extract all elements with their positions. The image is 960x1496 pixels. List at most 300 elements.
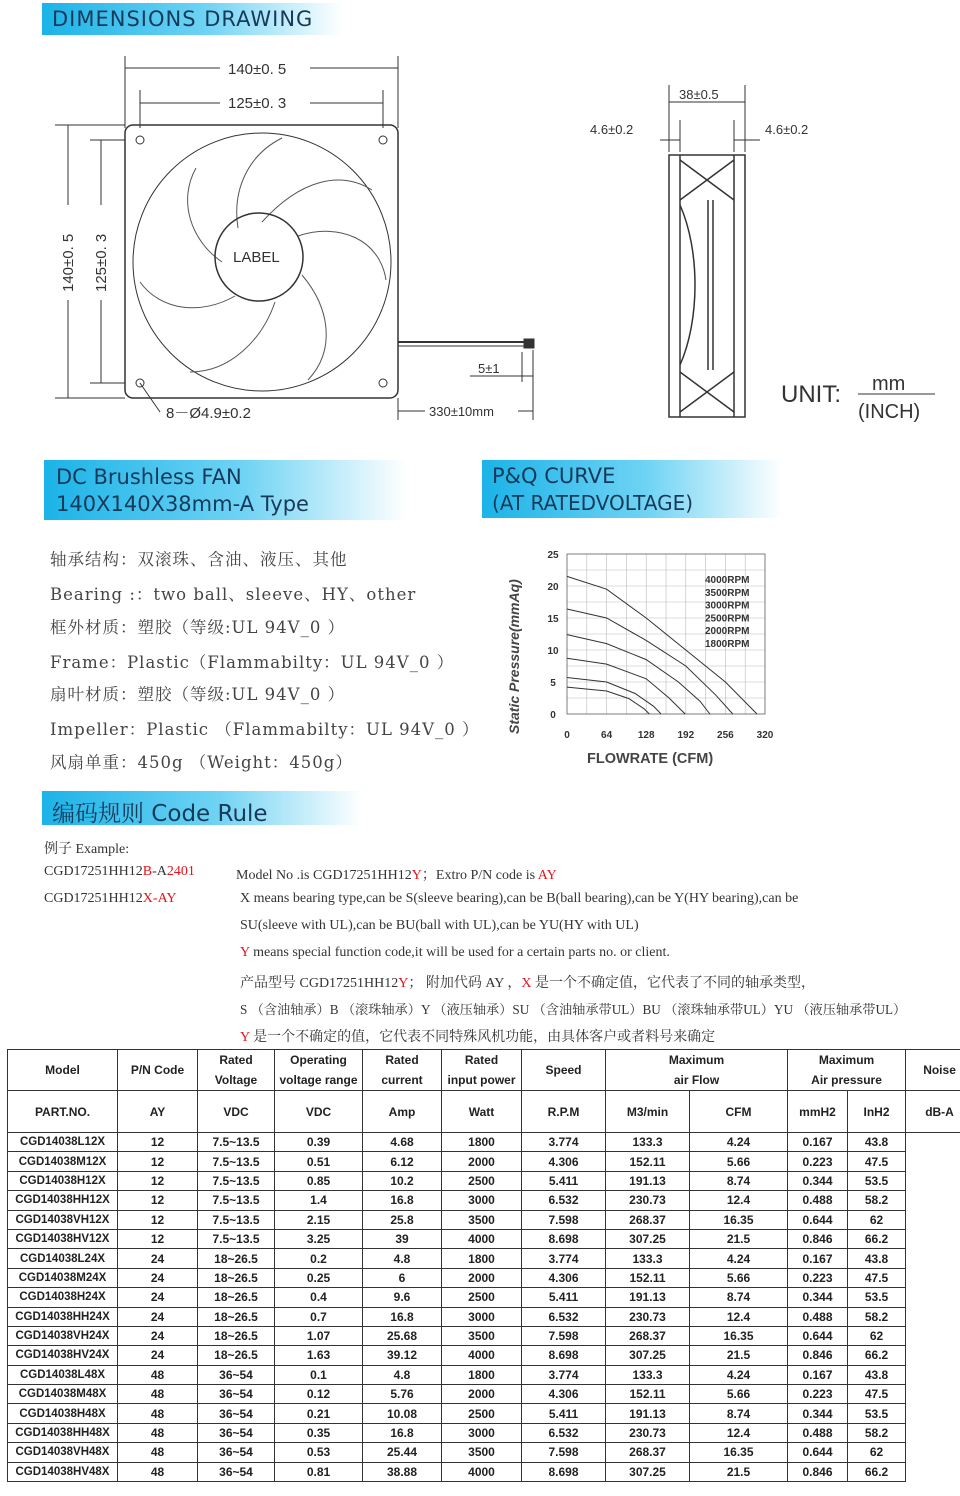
- table-row: [8, 1307, 960, 1326]
- table-row: [8, 1423, 960, 1442]
- x-tick-label: 320: [756, 730, 774, 741]
- table-cell: 4000: [442, 1462, 522, 1481]
- x-ticks: [564, 730, 774, 741]
- table-cell: 0.35: [275, 1423, 363, 1442]
- part-number-cell: CGD14038VH24X: [8, 1326, 118, 1345]
- table-cell: 62: [848, 1443, 906, 1462]
- table-header-row: [8, 1050, 960, 1091]
- table-cell: 8.698: [522, 1346, 606, 1365]
- table-cell: 7.5~13.5: [198, 1191, 275, 1210]
- table-cell: 8.698: [522, 1462, 606, 1481]
- table-cell: 133.3: [606, 1133, 690, 1152]
- table-cell: 0.846: [788, 1229, 848, 1248]
- table-cell: 16.35: [690, 1210, 788, 1229]
- table-cell: 0.488: [788, 1307, 848, 1326]
- example-1: CGD17251HH12B-A2401: [44, 864, 195, 879]
- table-cell: 0.53: [275, 1443, 363, 1462]
- table-cell: 62: [848, 1326, 906, 1345]
- code-rule-title: 编码规则 Code Rule: [52, 801, 268, 827]
- legend-entry: 4000RPM: [705, 575, 750, 586]
- table-cell: 4000: [442, 1229, 522, 1248]
- table-cell: 48: [118, 1385, 198, 1404]
- table-cell: 36~54: [198, 1423, 275, 1442]
- table-cell: 5.66: [690, 1385, 788, 1404]
- y-tick-label: 15: [547, 614, 559, 625]
- table-cell: 4.8: [363, 1365, 442, 1384]
- y-tick-label: 5: [550, 678, 556, 689]
- lead-length-dim: 330±10mm: [429, 404, 494, 419]
- depth-dim: 38±0.5: [679, 87, 719, 102]
- x-tick-label: 256: [717, 730, 734, 741]
- table-cell: 18~26.5: [198, 1268, 275, 1287]
- legend-entry: 3000RPM: [705, 600, 750, 612]
- table-cell: 0.223: [788, 1152, 848, 1171]
- table-cell: 48: [118, 1365, 198, 1384]
- table-cell: 0.644: [788, 1326, 848, 1345]
- table-cell: 268.37: [606, 1443, 690, 1462]
- table-cell: 9.6: [363, 1288, 442, 1307]
- table-cell: 48: [118, 1443, 198, 1462]
- header-rated-voltage: Rated Voltage: [198, 1050, 275, 1091]
- table-cell: 24: [118, 1307, 198, 1326]
- table-cell: 0.344: [788, 1171, 848, 1190]
- example-2: CGD17251HH12X-AY: [44, 891, 177, 906]
- table-cell: 3.774: [522, 1365, 606, 1384]
- table-cell: 0.12: [275, 1385, 363, 1404]
- table-cell: 4.306: [522, 1268, 606, 1287]
- spec-frame-en: Frame：Plastic（Flammabilty：UL 94V_0 ）: [50, 653, 455, 672]
- table-cell: 6.532: [522, 1191, 606, 1210]
- table-cell: 10.2: [363, 1171, 442, 1190]
- table-cell: 39: [363, 1229, 442, 1248]
- unit-label: UNIT:: [781, 381, 841, 408]
- table-cell: 4.24: [690, 1133, 788, 1152]
- table-cell: 230.73: [606, 1423, 690, 1442]
- table-cell: 18~26.5: [198, 1288, 275, 1307]
- spec-impeller-cn: 扇叶材质：塑胶（等级:UL 94V_0 ）: [50, 685, 346, 704]
- table-cell: 8.74: [690, 1288, 788, 1307]
- y-tick-label: 25: [547, 550, 559, 561]
- table-cell: 7.5~13.5: [198, 1152, 275, 1171]
- table-cell: 21.5: [690, 1346, 788, 1365]
- table-cell: 152.11: [606, 1268, 690, 1287]
- table-cell: 47.5: [848, 1268, 906, 1287]
- height-outer-dim: 140±0. 5: [60, 233, 77, 292]
- flange-left-dim: 4.6±0.2: [590, 122, 634, 137]
- table-cell: 0.344: [788, 1404, 848, 1423]
- fan-title-line1: DC Brushless FAN: [56, 465, 242, 489]
- lead-stub-dim: 5±1: [478, 361, 500, 376]
- table-row: [8, 1365, 960, 1384]
- table-cell: 0.846: [788, 1346, 848, 1365]
- table-cell: 66.2: [848, 1462, 906, 1481]
- table-cell: 7.5~13.5: [198, 1171, 275, 1190]
- table-cell: 3000: [442, 1191, 522, 1210]
- model-no-line: Model No .is CGD17251HH12Y；Extro P/N code is AY: [236, 868, 557, 883]
- table-cell: 21.5: [690, 1229, 788, 1248]
- mount-hole: [379, 136, 387, 144]
- table-cell: 24: [118, 1249, 198, 1268]
- table-cell: 4.8: [363, 1249, 442, 1268]
- table-cell: 0.51: [275, 1152, 363, 1171]
- table-cell: 53.5: [848, 1404, 906, 1423]
- table-cell: 6.532: [522, 1423, 606, 1442]
- table-cell: 24: [118, 1268, 198, 1287]
- table-cell: 5.411: [522, 1404, 606, 1423]
- unit-m3min: M3/min: [606, 1091, 690, 1133]
- table-row: [8, 1210, 960, 1229]
- x-tick-label: 0: [564, 730, 570, 741]
- table-cell: 133.3: [606, 1365, 690, 1384]
- height-inner-dim: 125±0. 3: [93, 233, 110, 292]
- table-cell: 12: [118, 1191, 198, 1210]
- table-cell: 18~26.5: [198, 1249, 275, 1268]
- table-cell: 47.5: [848, 1152, 906, 1171]
- y-tick-label: 0: [550, 710, 556, 721]
- table-cell: 307.25: [606, 1229, 690, 1248]
- x-means-line1: X means bearing type,can be S(sleeve bearing),can be B(ball bearing),can be Y(HY bearing),can be: [240, 891, 799, 906]
- pq-curve-banner: [482, 460, 782, 518]
- table-cell: 8.698: [522, 1229, 606, 1248]
- table-cell: 53.5: [848, 1171, 906, 1190]
- table-row: [8, 1404, 960, 1423]
- cn-line-2: S （含油轴承）B （滚珠轴承）Y （液压轴承）SU （含油轴承带UL）BU （滚珠轴承带UL）YU （液压轴承带UL）: [240, 1002, 907, 1017]
- table-cell: 6: [363, 1268, 442, 1287]
- table-cell: 0.167: [788, 1365, 848, 1384]
- table-cell: 2500: [442, 1171, 522, 1190]
- table-cell: 0.223: [788, 1385, 848, 1404]
- table-row: [8, 1249, 960, 1268]
- part-number-cell: CGD14038HV48X: [8, 1462, 118, 1481]
- fan-title-banner: [44, 460, 406, 520]
- table-cell: 2000: [442, 1152, 522, 1171]
- code-rule-banner: [42, 791, 362, 825]
- table-cell: 58.2: [848, 1191, 906, 1210]
- table-cell: 191.13: [606, 1404, 690, 1423]
- spec-weight: 风扇单重：450g （Weight：450g）: [50, 753, 353, 772]
- part-number-cell: CGD14038H24X: [8, 1288, 118, 1307]
- table-cell: 7.5~13.5: [198, 1210, 275, 1229]
- table-cell: 43.8: [848, 1249, 906, 1268]
- unit-vdc-range: VDC: [275, 1091, 363, 1133]
- table-cell: 18~26.5: [198, 1326, 275, 1345]
- fan-side-view: [669, 155, 745, 417]
- table-cell: 53.5: [848, 1288, 906, 1307]
- pq-title-line1: P&Q CURVE: [492, 464, 616, 488]
- table-cell: 43.8: [848, 1365, 906, 1384]
- table-cell: 307.25: [606, 1462, 690, 1481]
- table-cell: 16.35: [690, 1443, 788, 1462]
- table-cell: 66.2: [848, 1346, 906, 1365]
- table-cell: 191.13: [606, 1171, 690, 1190]
- mount-hole: [136, 136, 144, 144]
- table-cell: 0.85: [275, 1171, 363, 1190]
- table-cell: 24: [118, 1346, 198, 1365]
- width-inner-dim: 125±0. 3: [228, 95, 287, 112]
- part-number-cell: CGD14038L48X: [8, 1365, 118, 1384]
- table-cell: 0.644: [788, 1443, 848, 1462]
- width-outer-dim: 140±0. 5: [228, 61, 287, 78]
- table-cell: 7.598: [522, 1443, 606, 1462]
- table-cell: 3000: [442, 1307, 522, 1326]
- table-cell: 4.24: [690, 1249, 788, 1268]
- table-cell: 8.74: [690, 1171, 788, 1190]
- header-voltage-range: Operating voltage range: [275, 1050, 363, 1091]
- spec-bearing-cn: 轴承结构：双滚珠、含油、液压、其他: [50, 550, 348, 569]
- part-number-cell: CGD14038M48X: [8, 1385, 118, 1404]
- series-line: [567, 635, 710, 714]
- header-max-airflow: Maximum air Flow: [606, 1050, 788, 1091]
- label-hub-text: LABEL: [233, 249, 280, 266]
- unit-bottom: (INCH): [858, 401, 921, 423]
- table-cell: 7.5~13.5: [198, 1229, 275, 1248]
- table-cell: 36~54: [198, 1365, 275, 1384]
- table-cell: 0.39: [275, 1133, 363, 1152]
- table-cell: 36~54: [198, 1404, 275, 1423]
- x-tick-label: 192: [677, 730, 695, 741]
- series-line: [567, 678, 661, 715]
- series-line: [567, 658, 685, 714]
- table-cell: 2.15: [275, 1210, 363, 1229]
- cn-line-3: Y 是一个不确定的值，它代表不同特殊风机功能，由具体客户或者料号来确定: [240, 1030, 716, 1045]
- table-units-row: [8, 1091, 960, 1133]
- table-cell: 268.37: [606, 1326, 690, 1345]
- table-cell: 0.846: [788, 1462, 848, 1481]
- header-rated-current: Rated current: [363, 1050, 442, 1091]
- table-cell: 16.8: [363, 1423, 442, 1442]
- table-cell: 36~54: [198, 1462, 275, 1481]
- table-cell: 4.68: [363, 1133, 442, 1152]
- pq-title-line2: (AT RATEDVOLTAGE): [492, 491, 694, 515]
- table-cell: 152.11: [606, 1385, 690, 1404]
- dimensions-title: DIMENSIONS DRAWING: [52, 7, 314, 31]
- table-row: [8, 1346, 960, 1365]
- y-tick-label: 10: [547, 646, 559, 657]
- table-cell: 0.81: [275, 1462, 363, 1481]
- unit-vdc: VDC: [198, 1091, 275, 1133]
- legend-entry: 2000RPM: [705, 626, 750, 638]
- unit-cfm: CFM: [690, 1091, 788, 1133]
- table-cell: 4.24: [690, 1365, 788, 1384]
- legend-entry: 3500RPM: [705, 587, 750, 599]
- table-cell: 7.5~13.5: [198, 1133, 275, 1152]
- part-number-cell: CGD14038L12X: [8, 1133, 118, 1152]
- table-cell: 48: [118, 1423, 198, 1442]
- table-row: [8, 1443, 960, 1462]
- x-tick-label: 128: [637, 730, 655, 741]
- unit-watt: Watt: [442, 1091, 522, 1133]
- table-cell: 47.5: [848, 1385, 906, 1404]
- table-cell: 0.488: [788, 1423, 848, 1442]
- x-axis-label: FLOWRATE (CFM): [587, 751, 714, 767]
- table-cell: 4000: [442, 1346, 522, 1365]
- table-cell: 1800: [442, 1365, 522, 1384]
- table-cell: 38.88: [363, 1462, 442, 1481]
- table-cell: 48: [118, 1462, 198, 1481]
- table-cell: 0.223: [788, 1268, 848, 1287]
- part-number-cell: CGD14038VH12X: [8, 1210, 118, 1229]
- table-cell: 2000: [442, 1268, 522, 1287]
- flange-right-dim: 4.6±0.2: [765, 122, 809, 137]
- table-cell: 18~26.5: [198, 1346, 275, 1365]
- table-cell: 4.306: [522, 1385, 606, 1404]
- table-cell: 3500: [442, 1443, 522, 1462]
- table-cell: 133.3: [606, 1249, 690, 1268]
- y-ticks: [547, 550, 559, 721]
- table-cell: 36~54: [198, 1385, 275, 1404]
- table-cell: 25.44: [363, 1443, 442, 1462]
- table-cell: 6.532: [522, 1307, 606, 1326]
- hole-spec: 8－Ø4.9±0.2: [166, 405, 251, 422]
- part-number-cell: CGD14038M24X: [8, 1268, 118, 1287]
- table-cell: 16.8: [363, 1307, 442, 1326]
- table-row: [8, 1152, 960, 1171]
- table-cell: 25.68: [363, 1326, 442, 1345]
- table-row: [8, 1268, 960, 1287]
- table-cell: 12.4: [690, 1423, 788, 1442]
- table-cell: 12: [118, 1171, 198, 1190]
- pq-curve-chart: [495, 538, 795, 773]
- part-number-cell: CGD14038HH24X: [8, 1307, 118, 1326]
- table-cell: 12.4: [690, 1191, 788, 1210]
- pn-code-cell: AY: [118, 1091, 198, 1133]
- table-cell: 58.2: [848, 1423, 906, 1442]
- unit-rpm: R.P.M: [522, 1091, 606, 1133]
- fan-title-line2: 140X140X38mm-A Type: [56, 492, 309, 516]
- legend-entry: 1800RPM: [705, 639, 750, 650]
- header-max-pressure: Maximum Air pressure: [788, 1050, 906, 1091]
- table-cell: 5.411: [522, 1288, 606, 1307]
- table-row: [8, 1191, 960, 1210]
- table-cell: 36~54: [198, 1443, 275, 1462]
- part-number-cell: CGD14038H12X: [8, 1171, 118, 1190]
- mount-hole: [379, 379, 387, 387]
- table-cell: 12: [118, 1133, 198, 1152]
- table-cell: 0.1: [275, 1365, 363, 1384]
- table-cell: 191.13: [606, 1288, 690, 1307]
- table-cell: 230.73: [606, 1307, 690, 1326]
- unit-mmh2: mmH2: [788, 1091, 848, 1133]
- table-cell: 25.8: [363, 1210, 442, 1229]
- table-cell: 0.2: [275, 1249, 363, 1268]
- table-cell: 1800: [442, 1249, 522, 1268]
- table-cell: 0.488: [788, 1191, 848, 1210]
- table-cell: 7.598: [522, 1326, 606, 1345]
- table-cell: 2000: [442, 1385, 522, 1404]
- table-cell: 24: [118, 1326, 198, 1345]
- dimension-drawing: [0, 40, 960, 435]
- cn-line-1: 产品型号 CGD17251HH12Y； 附加代码 AY ，X 是一个不确定值，它代表了不同的轴承类型，: [240, 976, 815, 991]
- table-row: [8, 1133, 960, 1152]
- unit-part-no: PART.NO.: [8, 1091, 118, 1133]
- table-cell: 24: [118, 1288, 198, 1307]
- spec-table: [7, 1049, 960, 1482]
- table-cell: 12: [118, 1152, 198, 1171]
- part-number-cell: CGD14038VH48X: [8, 1443, 118, 1462]
- example-label: 例子 Example:: [44, 842, 130, 857]
- table-cell: 12: [118, 1229, 198, 1248]
- table-cell: 16.8: [363, 1191, 442, 1210]
- x-tick-label: 64: [601, 730, 613, 741]
- table-cell: 5.76: [363, 1385, 442, 1404]
- table-cell: 1.63: [275, 1346, 363, 1365]
- table-cell: 7.598: [522, 1210, 606, 1229]
- table-cell: 0.25: [275, 1268, 363, 1287]
- header-noise: Noise: [906, 1050, 960, 1091]
- header-pn-code: P/N Code: [118, 1050, 198, 1091]
- table-cell: 16.35: [690, 1326, 788, 1345]
- table-cell: 12: [118, 1210, 198, 1229]
- table-row: [8, 1462, 960, 1481]
- table-cell: 3.774: [522, 1249, 606, 1268]
- table-cell: 66.2: [848, 1229, 906, 1248]
- table-cell: 3.774: [522, 1133, 606, 1152]
- part-number-cell: CGD14038HV12X: [8, 1229, 118, 1248]
- table-row: [8, 1385, 960, 1404]
- table-cell: 5.411: [522, 1171, 606, 1190]
- table-cell: 5.66: [690, 1152, 788, 1171]
- unit-amp: Amp: [363, 1091, 442, 1133]
- unit-inh2: InH2: [848, 1091, 906, 1133]
- table-row: [8, 1288, 960, 1307]
- table-cell: 12.4: [690, 1307, 788, 1326]
- table-cell: 0.167: [788, 1133, 848, 1152]
- table-cell: 0.7: [275, 1307, 363, 1326]
- table-cell: 10.08: [363, 1404, 442, 1423]
- table-cell: 2500: [442, 1404, 522, 1423]
- table-cell: 152.11: [606, 1152, 690, 1171]
- part-number-cell: CGD14038HV24X: [8, 1346, 118, 1365]
- table-cell: 62: [848, 1210, 906, 1229]
- unit-dba: dB-A: [906, 1091, 960, 1133]
- table-cell: 18~26.5: [198, 1307, 275, 1326]
- y-axis-label: Static Pressure(mmAq): [506, 579, 522, 734]
- table-row: [8, 1171, 960, 1190]
- table-cell: 48: [118, 1404, 198, 1423]
- table-row: [8, 1229, 960, 1248]
- part-number-cell: CGD14038L24X: [8, 1249, 118, 1268]
- table-cell: 307.25: [606, 1346, 690, 1365]
- part-number-cell: CGD14038HH12X: [8, 1191, 118, 1210]
- legend-entry: 2500RPM: [705, 613, 750, 625]
- table-cell: 3.25: [275, 1229, 363, 1248]
- header-speed: Speed: [522, 1050, 606, 1091]
- table-cell: 0.167: [788, 1249, 848, 1268]
- table-cell: 0.644: [788, 1210, 848, 1229]
- table-cell: 4.306: [522, 1152, 606, 1171]
- spec-impeller-en: Impeller：Plastic （Flammabilty：UL 94V_0 ）: [50, 720, 480, 739]
- table-cell: 0.344: [788, 1288, 848, 1307]
- table-cell: 39.12: [363, 1346, 442, 1365]
- table-cell: 58.2: [848, 1307, 906, 1326]
- table-cell: 1800: [442, 1133, 522, 1152]
- table-cell: 3500: [442, 1326, 522, 1345]
- table-cell: 268.37: [606, 1210, 690, 1229]
- header-model: Model: [8, 1050, 118, 1091]
- table-cell: 1.4: [275, 1191, 363, 1210]
- table-cell: 2500: [442, 1288, 522, 1307]
- part-number-cell: CGD14038HH48X: [8, 1423, 118, 1442]
- table-cell: 21.5: [690, 1462, 788, 1481]
- table-cell: 6.12: [363, 1152, 442, 1171]
- table-cell: 3500: [442, 1210, 522, 1229]
- part-number-cell: CGD14038H48X: [8, 1404, 118, 1423]
- table-cell: 8.74: [690, 1404, 788, 1423]
- table-cell: 230.73: [606, 1191, 690, 1210]
- table-cell: 3000: [442, 1423, 522, 1442]
- header-rated-power: Rated input power: [442, 1050, 522, 1091]
- unit-top: mm: [872, 373, 906, 395]
